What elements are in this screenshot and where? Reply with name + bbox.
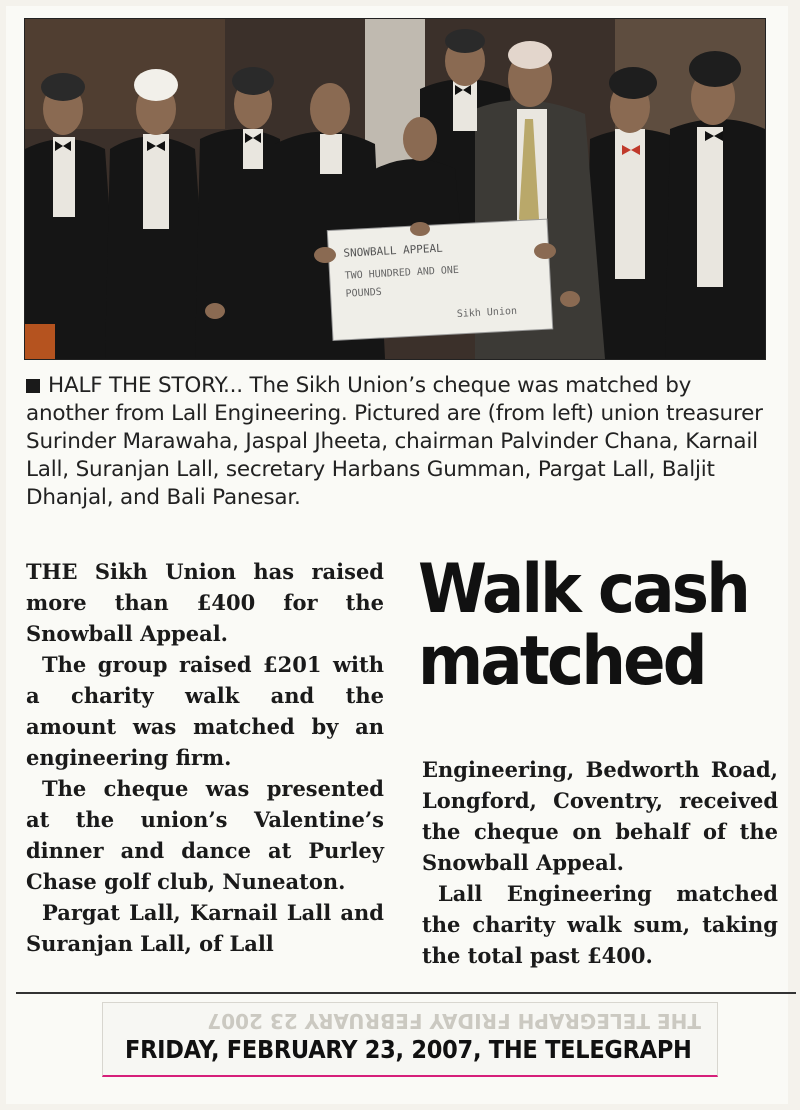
divider-rule [16, 992, 796, 994]
photo-caption [26, 372, 776, 512]
cheque-line-1: SNOWBALL APPEAL [343, 241, 444, 260]
article-headline: Walk cash matched [418, 550, 749, 701]
cheque-line-3: POUNDS [345, 286, 383, 300]
newspaper-clipping [6, 6, 788, 1104]
caption-text: The Sikh Union’s cheque was matched by another from Lall Engineering. Pictured are (from left) union treasurer Surinder Marawaha, Jaspal Jheeta, chairman Palvinder Chana, Karnail Lall, Suranjan Lall, secretary Harbans Gumman, Pargat Lall, Baljit Dhanjal, and Bali Panesar. [26, 373, 763, 510]
article-column-left [26, 556, 384, 959]
article-paragraph: Pargat Lall, Karnail Lall and Suranjan Lall, of Lall [26, 900, 384, 956]
article-column-right [422, 754, 778, 971]
article-paragraph: Lall Engineering matched the charity walk sum, taking the total past £400. [422, 881, 778, 968]
caption-lead: HALF THE STORY... [48, 373, 243, 398]
photo-illustration [25, 19, 765, 359]
mirrored-bleed-through-text: THE TELEGRAPH FRIDAY FEBRUARY 23 2007 [207, 1009, 701, 1033]
cheque-line-4: Sikh Union [456, 305, 518, 320]
cheque-line-2: TWO HUNDRED AND ONE [344, 264, 460, 282]
group-photo [24, 18, 766, 360]
masthead-strip [102, 1002, 718, 1077]
article-paragraph: Engineering, Bedworth Road, Longford, Coventry, received the cheque on behalf of the Snowball Appeal. [422, 757, 778, 875]
dateline: FRIDAY, FEBRUARY 23, 2007, THE TELEGRAPH [125, 1035, 692, 1064]
article-paragraph: THE Sikh Union has raised more than £400 for the Snowball Appeal. [26, 559, 384, 646]
article-paragraph: The group raised £201 with a charity walk and the amount was matched by an engineering firm. [26, 652, 384, 770]
caption-bullet-icon [26, 379, 40, 393]
article-paragraph: The cheque was presented at the union’s Valentine’s dinner and dance at Purley Chase golf club, Nuneaton. [26, 776, 384, 894]
